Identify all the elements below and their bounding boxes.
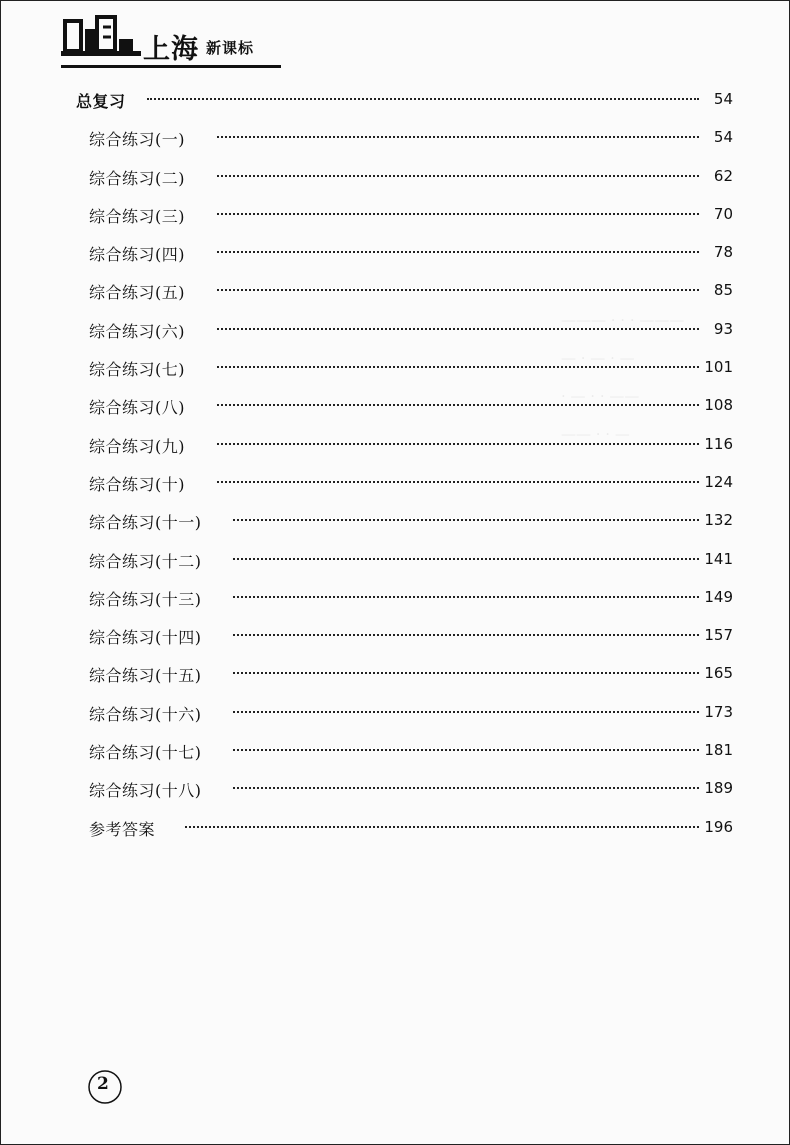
toc-entry-label: 综合练习(十三) [89,589,202,609]
header-title: 上海 [143,34,199,65]
dot-leader [217,404,699,406]
dot-leader [233,558,699,560]
dot-leader [217,213,699,215]
toc-entry-page: 173 [704,702,733,721]
dot-leader [233,672,699,674]
header-subtitle: 新课标 [206,39,255,57]
toc-entry[interactable] [1,194,789,232]
toc-entry-page: 181 [704,741,733,760]
toc-entry-label: 综合练习(四) [89,245,185,265]
toc-entry-page: 70 [713,204,733,223]
toc-entry[interactable] [1,692,789,730]
toc-entry[interactable] [1,347,789,385]
toc-entry-label: 综合练习(十八) [89,781,202,801]
toc-entry-label: 总复习 [76,92,126,111]
bleed-through-text: ——— · · · ——— — · — · — · — · · —— —— · · — [561,311,685,443]
dot-leader [147,98,699,100]
city-buildings-icon [61,15,141,63]
toc-entry-page: 62 [713,166,733,185]
toc-entry-label: 综合练习(十五) [89,666,202,686]
page-number: 2 [97,1074,109,1094]
toc-entry-page: 189 [704,779,733,798]
toc-entry[interactable] [1,500,789,538]
dot-leader [217,481,699,483]
toc-entry-label: 综合练习(一) [89,130,185,150]
toc-entry-page: 149 [704,587,733,606]
toc-entry-page: 54 [713,128,733,147]
toc-entry-label: 综合练习(十六) [89,704,202,724]
toc-entry[interactable] [1,270,789,308]
page-header [61,15,281,71]
toc-entry-label: 综合练习(三) [89,206,185,226]
toc-entry[interactable] [1,615,789,653]
toc-entry[interactable] [1,577,789,615]
dot-leader [217,328,699,330]
toc-entry[interactable] [1,730,789,768]
dot-leader [217,289,699,291]
toc-entry-page: 101 [704,358,733,377]
dot-leader [233,711,699,713]
dot-leader [217,443,699,445]
dot-leader [217,175,699,177]
toc-entry-label: 综合练习(二) [89,168,185,188]
toc-entry[interactable] [1,462,789,500]
toc-entry-label: 综合练习(九) [89,436,185,456]
toc-entry-page: 132 [704,511,733,530]
toc-entry-label: 综合练习(七) [89,360,185,380]
dot-leader [217,251,699,253]
table-of-contents [1,79,789,845]
dot-leader [233,519,699,521]
toc-entry-page: 78 [713,243,733,262]
dot-leader [233,787,699,789]
toc-entry-review[interactable] [1,79,789,117]
toc-entry-label: 综合练习(十二) [89,551,202,571]
toc-entry[interactable] [1,424,789,462]
toc-entry-page: 157 [704,626,733,645]
toc-entry-page: 54 [713,90,733,108]
toc-entry-page: 116 [704,434,733,453]
toc-entry-page: 85 [713,281,733,300]
toc-entry-label: 综合练习(六) [89,321,185,341]
toc-entry-label: 参考答案 [89,819,156,839]
header-rule [61,65,281,68]
toc-entry-page: 141 [704,549,733,568]
toc-entry-answers[interactable] [1,807,789,845]
toc-entry-label: 综合练习(八) [89,398,185,418]
toc-entry-page: 124 [704,472,733,491]
toc-entry-label: 综合练习(十一) [89,513,202,533]
toc-entry[interactable] [1,232,789,270]
dot-leader [217,136,699,138]
toc-entry[interactable] [1,156,789,194]
dot-leader [233,596,699,598]
toc-entry-page: 108 [704,396,733,415]
toc-entry[interactable] [1,653,789,691]
dot-leader [233,749,699,751]
toc-entry[interactable] [1,117,789,155]
toc-entry-label: 综合练习(五) [89,283,185,303]
toc-entry-page: 165 [704,664,733,683]
toc-entry-label: 综合练习(十七) [89,743,202,763]
toc-entry-page: 196 [704,817,733,836]
toc-entry-label: 综合练习(十) [89,474,185,494]
toc-entry[interactable] [1,309,789,347]
toc-entry[interactable] [1,539,789,577]
dot-leader [217,366,699,368]
toc-entry-page: 93 [713,319,733,338]
dot-leader [233,634,699,636]
toc-entry[interactable] [1,768,789,806]
toc-entry[interactable] [1,385,789,423]
toc-entry-label: 综合练习(十四) [89,628,202,648]
dot-leader [185,826,699,828]
